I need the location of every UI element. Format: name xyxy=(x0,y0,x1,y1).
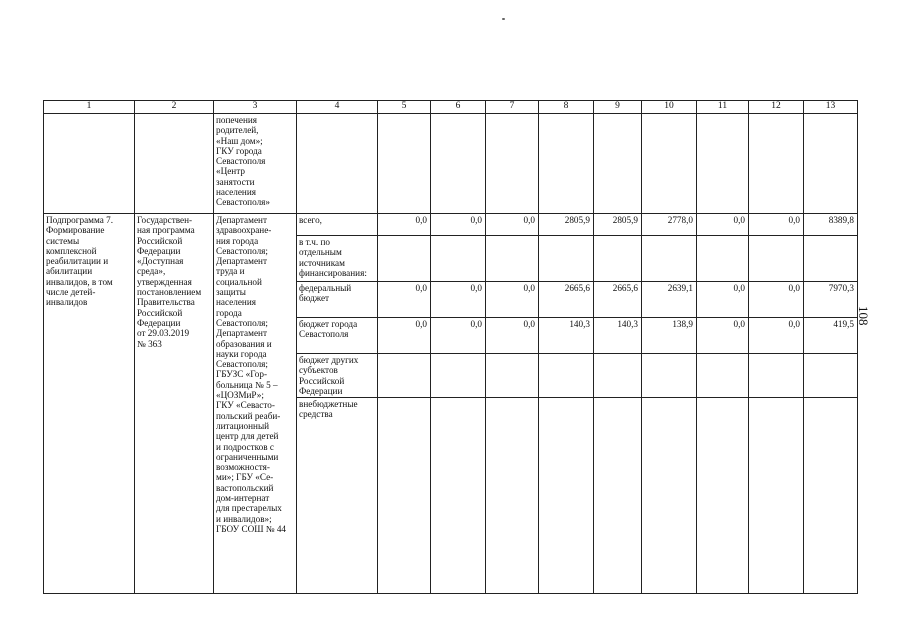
value-cell xyxy=(642,398,697,594)
value-cell: 7970,3 xyxy=(804,282,858,318)
value-cell xyxy=(378,354,431,398)
table-cell xyxy=(135,114,214,214)
value-cell: 0,0 xyxy=(431,282,486,318)
value-cell xyxy=(539,236,594,282)
table-cell xyxy=(297,114,378,214)
value-cell: 0,0 xyxy=(697,214,749,236)
funding-source-cell: всего, xyxy=(297,214,378,236)
column-number: 12 xyxy=(749,101,804,114)
page-number: 108 xyxy=(856,306,871,326)
value-cell xyxy=(539,354,594,398)
scan-speck xyxy=(502,18,505,20)
value-cell: 0,0 xyxy=(749,214,804,236)
value-cell xyxy=(594,236,642,282)
value-cell: 0,0 xyxy=(697,318,749,354)
continued-executors-cell: попечения родителей, «Наш дом»; ГКУ города Севастополя «Центр занятости населения Севастополя» xyxy=(214,114,297,214)
value-cell xyxy=(486,236,539,282)
value-cell: 0,0 xyxy=(749,282,804,318)
column-number: 2 xyxy=(135,101,214,114)
column-number: 6 xyxy=(431,101,486,114)
column-number: 1 xyxy=(44,101,135,114)
value-cell xyxy=(431,236,486,282)
value-cell: 138,9 xyxy=(642,318,697,354)
value-cell: 0,0 xyxy=(486,282,539,318)
table-cell xyxy=(749,114,804,214)
table-cell xyxy=(486,114,539,214)
value-cell xyxy=(594,398,642,594)
value-cell: 2639,1 xyxy=(642,282,697,318)
value-cell: 140,3 xyxy=(539,318,594,354)
value-cell xyxy=(431,398,486,594)
value-cell xyxy=(642,236,697,282)
value-cell xyxy=(594,354,642,398)
table-cell xyxy=(594,114,642,214)
value-cell xyxy=(431,354,486,398)
value-cell xyxy=(642,354,697,398)
value-cell xyxy=(697,398,749,594)
value-cell: 0,0 xyxy=(749,318,804,354)
column-number: 7 xyxy=(486,101,539,114)
column-number: 5 xyxy=(378,101,431,114)
value-cell xyxy=(749,354,804,398)
value-cell: 8389,8 xyxy=(804,214,858,236)
value-cell: 2778,0 xyxy=(642,214,697,236)
value-cell xyxy=(804,398,858,594)
value-cell: 0,0 xyxy=(431,214,486,236)
value-cell xyxy=(378,398,431,594)
column-number: 3 xyxy=(214,101,297,114)
column-number: 10 xyxy=(642,101,697,114)
value-cell xyxy=(804,236,858,282)
executors-cell: Департамент здравоохране- ния города Севастополя; Департамент труда и социальной защиты населения города Севастополя; Департамент образования и науки города Севастополя; ГБУЗС «Гор- больница № 5 – «ЦОЗМиР»; ГКУ «Севасто- польский реаби- литационный центр для детей и подростков с ограниченными возможностя- ми»; ГБУ «Се- вастопольский дом-интернат для престарелых и инвалидов»; ГБОУ СОШ № 44 xyxy=(214,214,297,594)
column-number: 11 xyxy=(697,101,749,114)
legal-basis-cell: Государствен- ная программа Российской Федерации «Доступная среда», утвержденная постановлением Правительства Российской Федерации от 29.03.2019 № 363 xyxy=(135,214,214,594)
column-number: 8 xyxy=(539,101,594,114)
value-cell: 140,3 xyxy=(594,318,642,354)
table-cell xyxy=(378,114,431,214)
value-cell: 0,0 xyxy=(378,282,431,318)
budget-table xyxy=(43,100,858,594)
table-cell xyxy=(697,114,749,214)
value-cell: 0,0 xyxy=(486,214,539,236)
funding-source-cell: бюджет других субъектов Российской Федерации xyxy=(297,354,378,398)
funding-source-cell: внебюджетные средства xyxy=(297,398,378,594)
funding-source-cell: бюджет города Севастополя xyxy=(297,318,378,354)
funding-source-cell: в т.ч. по отдельным источникам финансирования: xyxy=(297,236,378,282)
value-cell xyxy=(486,398,539,594)
funding-source-cell: федеральный бюджет xyxy=(297,282,378,318)
value-cell: 0,0 xyxy=(378,214,431,236)
value-cell xyxy=(539,398,594,594)
value-cell: 0,0 xyxy=(378,318,431,354)
value-cell xyxy=(749,398,804,594)
table-cell xyxy=(804,114,858,214)
column-number: 9 xyxy=(594,101,642,114)
value-cell: 0,0 xyxy=(486,318,539,354)
value-cell xyxy=(697,354,749,398)
table-cell xyxy=(44,114,135,214)
table-cell xyxy=(431,114,486,214)
value-cell xyxy=(697,236,749,282)
value-cell xyxy=(486,354,539,398)
value-cell: 2805,9 xyxy=(594,214,642,236)
value-cell: 2665,6 xyxy=(539,282,594,318)
table-cell xyxy=(539,114,594,214)
value-cell: 0,0 xyxy=(431,318,486,354)
value-cell: 419,5 xyxy=(804,318,858,354)
value-cell xyxy=(749,236,804,282)
continuation-row xyxy=(44,114,858,214)
column-number: 13 xyxy=(804,101,858,114)
column-number-row xyxy=(44,101,858,114)
value-cell: 2805,9 xyxy=(539,214,594,236)
value-cell: 0,0 xyxy=(697,282,749,318)
table-row xyxy=(44,214,858,236)
column-number: 4 xyxy=(297,101,378,114)
value-cell: 2665,6 xyxy=(594,282,642,318)
table-cell xyxy=(642,114,697,214)
subprogram-name-cell: Подпрограмма 7. Формирование системы комплексной реабилитации и абилитации инвалидов, в том числе детей- инвалидов xyxy=(44,214,135,594)
value-cell xyxy=(378,236,431,282)
value-cell xyxy=(804,354,858,398)
